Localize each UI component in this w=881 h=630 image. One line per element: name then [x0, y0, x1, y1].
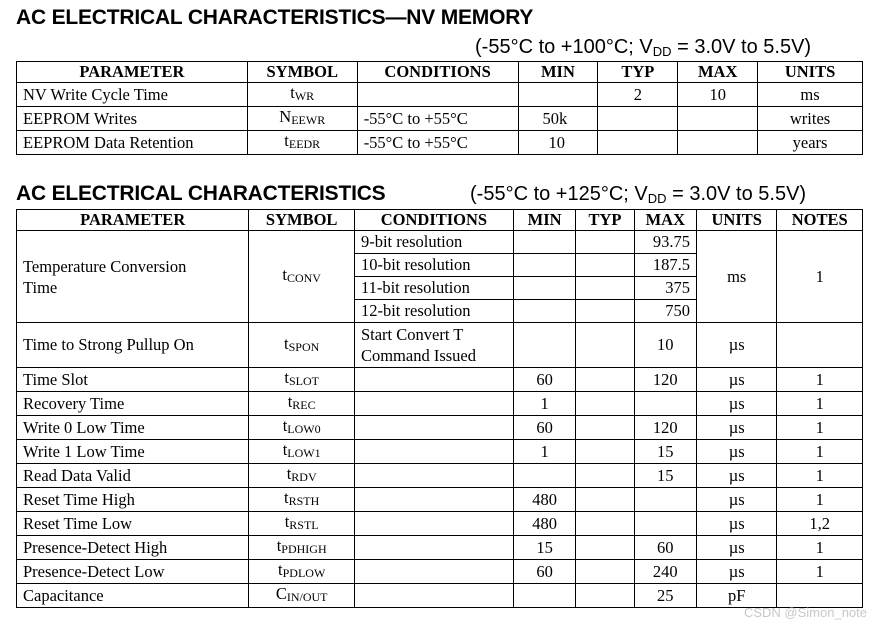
typ-cell	[576, 512, 634, 536]
max-cell: 10	[678, 83, 758, 107]
min-cell: 50k	[518, 107, 598, 131]
table-row	[17, 464, 863, 488]
units-cell: µs	[696, 323, 776, 368]
parameter-cell: Read Data Valid	[17, 464, 249, 488]
parameter-cell: NV Write Cycle Time	[17, 83, 248, 107]
parameter-cell: Reset Time Low	[17, 512, 249, 536]
parameter-cell: Temperature Conversion Time	[17, 231, 249, 323]
notes-cell: 1	[777, 464, 863, 488]
typ-cell	[576, 464, 634, 488]
max-cell: 15	[634, 464, 696, 488]
typ-cell	[576, 536, 634, 560]
units-cell: µs	[696, 440, 776, 464]
min-cell	[513, 254, 575, 277]
units-cell: years	[758, 131, 863, 155]
conditions-cell	[354, 512, 513, 536]
notes-cell: 1	[777, 416, 863, 440]
max-cell	[678, 131, 758, 155]
typ-cell	[576, 488, 634, 512]
parameter-cell: Capacitance	[17, 584, 249, 608]
table-row	[17, 368, 863, 392]
max-cell: 240	[634, 560, 696, 584]
conditions-cell: -55°C to +55°C	[357, 131, 518, 155]
conditions-cell: 9-bit resolution	[354, 231, 513, 254]
symbol-cell: tSLOT	[249, 368, 355, 392]
units-cell: µs	[696, 392, 776, 416]
typ-cell: 2	[598, 83, 678, 107]
header-symbol: SYMBOL	[249, 210, 355, 231]
symbol-cell: tCONV	[249, 231, 355, 323]
header-symbol: SYMBOL	[247, 62, 357, 83]
ac-characteristics-conditions: (-55°C to +125°C; $V_{DD} = 3.0V$ to 5.5V)	[470, 183, 807, 206]
min-cell: 1	[513, 392, 575, 416]
units-cell: µs	[696, 512, 776, 536]
conditions-cell	[354, 416, 513, 440]
max-cell	[634, 512, 696, 536]
units-cell: µs	[696, 560, 776, 584]
conditions-cell: 11-bit resolution	[354, 277, 513, 300]
symbol-cell: tRSTL	[249, 512, 355, 536]
max-cell: 187.5	[634, 254, 696, 277]
table-row	[17, 488, 863, 512]
symbol-cell: tSPON	[249, 323, 355, 368]
typ-cell	[576, 584, 634, 608]
header-max: MAX	[634, 210, 696, 231]
notes-cell: 1	[777, 368, 863, 392]
min-cell: 15	[513, 536, 575, 560]
header-typ: TYP	[598, 62, 678, 83]
typ-cell	[576, 368, 634, 392]
parameter-cell: Write 1 Low Time	[17, 440, 249, 464]
notes-cell: 1	[777, 536, 863, 560]
header-units: UNITS	[758, 62, 863, 83]
notes-cell: 1	[777, 440, 863, 464]
conditions-cell	[354, 536, 513, 560]
max-cell: 60	[634, 536, 696, 560]
table-row	[17, 131, 863, 155]
symbol-cell: CIN/OUT	[249, 584, 355, 608]
header-max: MAX	[678, 62, 758, 83]
typ-cell	[576, 300, 634, 323]
header-units: UNITS	[696, 210, 776, 231]
table-row	[17, 512, 863, 536]
conditions-cell	[354, 368, 513, 392]
conditions-cell	[354, 488, 513, 512]
parameter-cell: Presence-Detect Low	[17, 560, 249, 584]
header-notes: NOTES	[777, 210, 863, 231]
min-cell	[513, 231, 575, 254]
min-cell	[513, 323, 575, 368]
symbol-cell: tWR	[247, 83, 357, 107]
conditions-cell	[354, 560, 513, 584]
conditions-cell: -55°C to +55°C	[357, 107, 518, 131]
parameter-cell: Presence-Detect High	[17, 536, 249, 560]
conditions-cell	[354, 464, 513, 488]
units-cell: µs	[696, 536, 776, 560]
table-row	[17, 440, 863, 464]
max-cell: 10	[634, 323, 696, 368]
ac-characteristics-title: AC ELECTRICAL CHARACTERISTICS	[16, 182, 386, 205]
table-row	[17, 536, 863, 560]
header-parameter: PARAMETER	[17, 210, 249, 231]
notes-cell: 1,2	[777, 512, 863, 536]
units-cell: µs	[696, 464, 776, 488]
symbol-cell: tPDHIGH	[249, 536, 355, 560]
max-cell: 120	[634, 368, 696, 392]
max-cell: 375	[634, 277, 696, 300]
units-cell: µs	[696, 416, 776, 440]
nv-memory-table	[16, 61, 863, 155]
notes-cell	[777, 584, 863, 608]
min-cell: 10	[518, 131, 598, 155]
symbol-cell: tEEDR	[247, 131, 357, 155]
min-cell: 60	[513, 368, 575, 392]
max-cell: 93.75	[634, 231, 696, 254]
max-cell: 120	[634, 416, 696, 440]
typ-cell	[576, 254, 634, 277]
table-row	[17, 231, 863, 254]
table-row	[17, 83, 863, 107]
min-cell: 480	[513, 512, 575, 536]
units-cell: writes	[758, 107, 863, 131]
nv-memory-title: AC ELECTRICAL CHARACTERISTICS—NV MEMORY	[16, 6, 534, 29]
units-cell: µs	[696, 368, 776, 392]
units-cell: ms	[758, 83, 863, 107]
typ-cell	[576, 231, 634, 254]
table-row	[17, 323, 863, 368]
table-row	[17, 392, 863, 416]
symbol-cell: tPDLOW	[249, 560, 355, 584]
header-typ: TYP	[576, 210, 634, 231]
min-cell: 1	[513, 440, 575, 464]
conditions-cell: 10-bit resolution	[354, 254, 513, 277]
parameter-cell: EEPROM Data Retention	[17, 131, 248, 155]
parameter-cell: Time Slot	[17, 368, 249, 392]
typ-cell	[598, 107, 678, 131]
parameter-cell: EEPROM Writes	[17, 107, 248, 131]
symbol-cell: tREC	[249, 392, 355, 416]
table-row	[17, 584, 863, 608]
min-cell	[513, 277, 575, 300]
parameter-cell: Write 0 Low Time	[17, 416, 249, 440]
table-header-row	[17, 62, 863, 83]
table-row	[17, 107, 863, 131]
table-header-row	[17, 210, 863, 231]
units-cell: ms	[696, 231, 776, 323]
max-cell: 750	[634, 300, 696, 323]
conditions-cell	[354, 392, 513, 416]
min-cell: 60	[513, 560, 575, 584]
watermark: CSDN @Simon_note	[743, 605, 867, 620]
typ-cell	[576, 392, 634, 416]
typ-cell	[576, 323, 634, 368]
nv-memory-conditions: (-55°C to +100°C; $V_{DD} = 3.0V$ to 5.5V)	[475, 36, 812, 59]
notes-cell: 1	[777, 231, 863, 323]
min-cell: 480	[513, 488, 575, 512]
symbol-cell: tLOW1	[249, 440, 355, 464]
table-row	[17, 416, 863, 440]
min-cell	[513, 300, 575, 323]
max-cell	[634, 392, 696, 416]
symbol-cell: tRSTH	[249, 488, 355, 512]
conditions-cell	[354, 584, 513, 608]
units-cell: pF	[696, 584, 776, 608]
header-min: MIN	[518, 62, 598, 83]
notes-cell	[777, 323, 863, 368]
notes-cell: 1	[777, 560, 863, 584]
max-cell: 15	[634, 440, 696, 464]
typ-cell	[576, 440, 634, 464]
header-min: MIN	[513, 210, 575, 231]
max-cell	[634, 488, 696, 512]
min-cell	[518, 83, 598, 107]
conditions-cell: Start Convert T Command Issued	[354, 323, 513, 368]
units-cell: µs	[696, 488, 776, 512]
symbol-cell: NEEWR	[247, 107, 357, 131]
min-cell	[513, 464, 575, 488]
parameter-cell: Recovery Time	[17, 392, 249, 416]
typ-cell	[576, 277, 634, 300]
typ-cell	[576, 560, 634, 584]
typ-cell	[576, 416, 634, 440]
max-cell: 25	[634, 584, 696, 608]
parameter-cell: Time to Strong Pullup On	[17, 323, 249, 368]
conditions-cell	[357, 83, 518, 107]
conditions-cell: 12-bit resolution	[354, 300, 513, 323]
min-cell: 60	[513, 416, 575, 440]
parameter-cell: Reset Time High	[17, 488, 249, 512]
symbol-cell: tRDV	[249, 464, 355, 488]
symbol-cell: tLOW0	[249, 416, 355, 440]
notes-cell: 1	[777, 392, 863, 416]
header-parameter: PARAMETER	[17, 62, 248, 83]
max-cell	[678, 107, 758, 131]
notes-cell: 1	[777, 488, 863, 512]
ac-characteristics-table	[16, 209, 863, 608]
table-row	[17, 560, 863, 584]
conditions-cell	[354, 440, 513, 464]
header-conditions: CONDITIONS	[357, 62, 518, 83]
min-cell	[513, 584, 575, 608]
header-conditions: CONDITIONS	[354, 210, 513, 231]
typ-cell	[598, 131, 678, 155]
